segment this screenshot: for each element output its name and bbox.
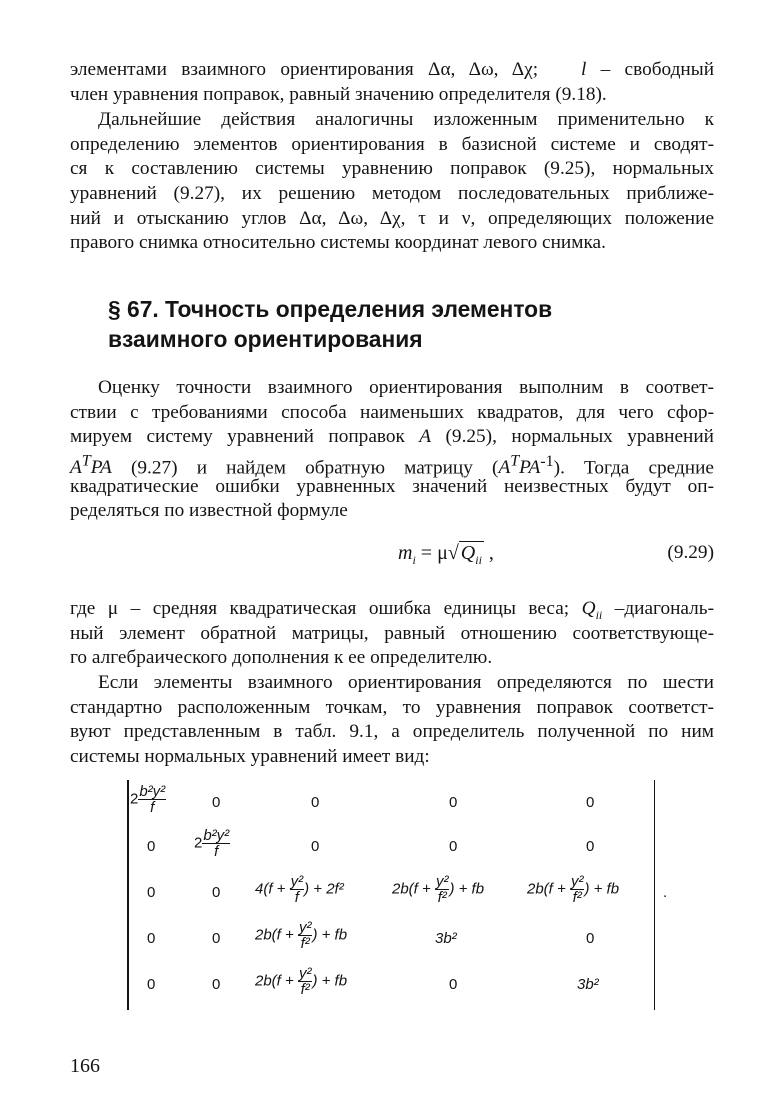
equation-number: (9.29) (667, 542, 714, 563)
text-line: $A^TPA$ (9.27) и найдем обратную матрицу $(A^TPA^{-1})$. Тогда средние (70, 453, 714, 479)
matrix-cell-r1c3: 0 (311, 794, 320, 811)
matrix-cell-r5c2: 0 (212, 976, 221, 993)
matrix-trailing-dot: . (663, 884, 668, 901)
text-line: ный элемент обратной матрицы, равный отношению соответствующе- (70, 622, 714, 644)
paragraph-2 (70, 108, 714, 256)
equation-formula: $m_i = \mu√$ $Q_{ii}$ , (398, 542, 494, 567)
text-line: го алгебраического дополнения к ее определителю. (70, 647, 493, 669)
text-line: ний и отысканию углов Δα, Δω, Δχ, τ и ν, определяющих положение (70, 207, 714, 229)
text-line: вуют представленным в табл. 9.1, а определитель полученной по ним (70, 721, 714, 743)
text-line: где μ – средняя квадратическая ошибка единицы веса; $Q_{ii}$ –диагональ- (70, 598, 714, 622)
text-line: Если элементы взаимного ориентирования определяются по шести (98, 672, 714, 693)
matrix-cell-r5c4: 0 (449, 976, 458, 993)
text-line: член уравнения поправок, равный значению определителя (9.18). (70, 83, 607, 105)
text-line: квадратические ошибки уравненных значений неизвестных будут оп- (70, 475, 714, 497)
matrix-cell-r5c5: 3b² (577, 976, 599, 993)
section-heading (108, 294, 552, 354)
matrix-cell-r3c4: 2b(f + $\frac{\text{y²}}{\text{f²}}$ ) + fb (392, 873, 485, 906)
matrix-cell-r1c2: 0 (212, 794, 221, 811)
text-line: стандартно расположенным точкам, то уравнения поправок соответст- (70, 696, 714, 718)
text-line: Дальнейшие действия аналогичны изложенным применительно к (98, 109, 714, 130)
matrix-cell-r2c1: 0 (147, 838, 156, 855)
matrix-cell-r1c5: 0 (586, 794, 595, 811)
text-line: уравнений (9.27), их решению методом последовательных приближе- (70, 183, 714, 205)
text-line: системы нормальных уравнений имеет вид: (70, 746, 430, 768)
paragraph-4 (70, 597, 714, 671)
text-line: ределяться по известной формуле (70, 500, 348, 522)
heading-line: взаимного ориентирования (108, 326, 423, 352)
matrix-cell-r2c2: 2 $\frac{\text{b²y²}}{f}$ (194, 827, 230, 860)
text-line: правого снимка относительно системы координат левого снимка. (70, 232, 606, 254)
matrix-cell-r4c5: 0 (586, 930, 595, 947)
matrix-cell-r4c1: 0 (147, 930, 156, 947)
matrix-cell-r1c1: 2 $\frac{\text{b²y²}}{f}$ (130, 783, 166, 816)
matrix-cell-r1c4: 0 (449, 794, 458, 811)
paragraph-3 (70, 376, 714, 524)
page-number: 166 (70, 1055, 100, 1077)
sqrt-radicand: $Q_{ii}$ (460, 542, 482, 567)
paragraph-1 (70, 58, 714, 107)
paragraph-5 (70, 671, 714, 770)
determinant-left-bar (127, 780, 129, 1010)
matrix-cell-r4c4: 3b² (435, 930, 457, 947)
matrix-cell-r3c3: 4(f + $\frac{\text{y²}}{f}$ ) + 2f² (255, 873, 344, 906)
matrix-cell-r5c3: 2b(f + $\frac{\text{y²}}{\text{f²}}$ ) + fb (255, 965, 348, 998)
text-line: мируем систему уравнений поправок A (9.25), нормальных уравнений (70, 426, 715, 448)
text-line: Оценку точности взаимного ориентирования выполним в соответ- (98, 377, 714, 398)
equation-9-29 (70, 540, 714, 574)
determinant-matrix (127, 780, 668, 1010)
text-line: ся к составлению системы уравнению поправок (9.25), нормальных (70, 158, 714, 180)
matrix-cell-r2c3: 0 (311, 838, 320, 855)
text-line: элементами взаимного ориентирования Δα, Δω, Δχ; l – свободный (70, 59, 715, 80)
matrix-cell-r3c2: 0 (212, 884, 221, 901)
matrix-cell-r3c1: 0 (147, 884, 156, 901)
matrix-cell-r4c2: 0 (212, 930, 221, 947)
matrix-cell-r3c5: 2b(f + $\frac{\text{y²}}{\text{f²}}$ ) + fb (527, 873, 620, 906)
matrix-cell-r2c5: 0 (586, 838, 595, 855)
text-line: определению элементов ориентирования в базисной системе и сводят- (70, 133, 714, 155)
heading-line: § 67. Точность определения элементов (108, 296, 553, 322)
text-line: ствии с требованиями способа наименьших квадратов, для чего сфор- (70, 401, 714, 423)
matrix-cell-r5c1: 0 (147, 976, 156, 993)
determinant-right-bar (654, 780, 656, 1010)
matrix-cell-r4c3: 2b(f + $\frac{\text{y²}}{\text{f²}}$ ) + fb (255, 919, 348, 952)
matrix-cell-r2c4: 0 (449, 838, 458, 855)
